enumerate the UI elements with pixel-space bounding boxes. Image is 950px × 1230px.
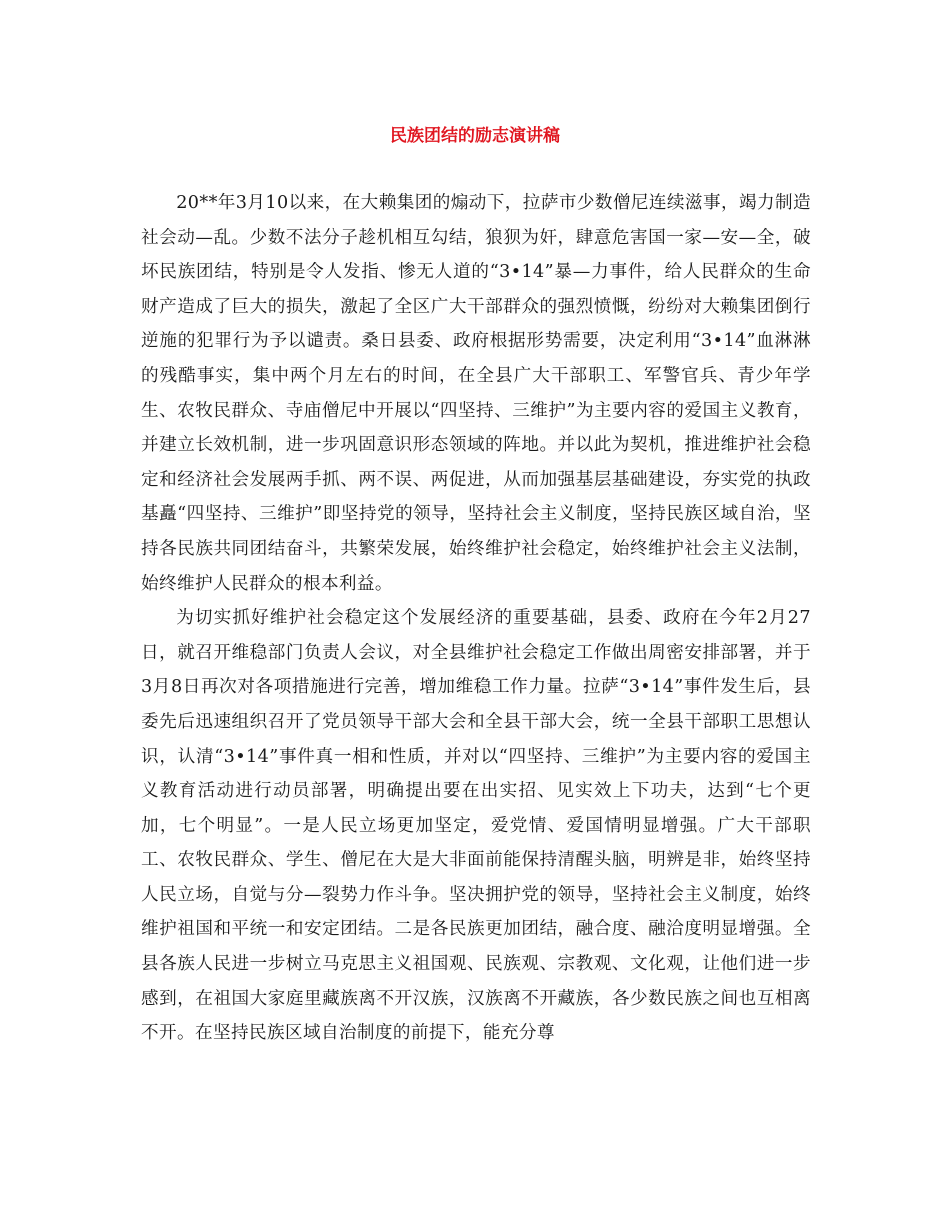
document-body xyxy=(141,186,811,1051)
document-title: 民族团结的励志演讲稿 xyxy=(390,126,560,146)
paragraph-1: 20**年3月10以来，在大赖集团的煽动下，拉萨市少数僧尼连续滋事，竭力制造社会动—乱。少数不法分子趁机相互勾结，狼狈为奸，肆意危害国一家—安—全，破坏民族团结，特别是令人发指、惨无人道的“3•14”暴—力事件，给人民群众的生命财产造成了巨大的损失，激起了全区广大干部群众的强烈愤慨，纷纷对大赖集团倒行逆施的犯罪行为予以谴责。桑日县委、政府根据形势需要，决定利用“3•14”血淋淋的残酷事实，集中两个月左右的时间，在全县广大干部职工、军警官兵、青少年学生、农牧民群众、寺庙僧尼中开展以“四坚持、三维护”为主要内容的爱国主义教育，并建立长效机制，进一步巩固意识形态领域的阵地。并以此为契机，推进维护社会稳定和经济社会发展两手抓、两不误、两促进，从而加强基层基础建设，夯实党的执政基矗“四坚持、三维护”即坚持党的领导，坚持社会主义制度，坚持民族区域自治，坚持各民族共同团结奋斗，共繁荣发展，始终维护社会稳定，始终维护社会主义法制，始终维护人民群众的根本利益。 xyxy=(141,193,811,594)
paragraph-2: 为切实抓好维护社会稳定这个发展经济的重要基础，县委、政府在今年2月27日，就召开维稳部门负责人会议，对全县维护社会稳定工作做出周密安排部署，并于3月8日再次对各项措施进行完善，增加维稳工作力量。拉萨“3•14”事件发生后，县委先后迅速组织召开了党员领导干部大会和全县干部大会，统一全县干部职工思想认识，认清“3•14”事件真一相和性质，并对以“四坚持、三维护”为主要内容的爱国主义教育活动进行动员部署，明确提出要在出实招、见实效上下功夫，达到“七个更加，七个明显”。一是人民立场更加坚定，爱党情、爱国情明显增强。广大干部职工、农牧民群众、学生、僧尼在大是大非面前能保持清醒头脑，明辨是非，始终坚持人民立场，自觉与分—裂势力作斗争。坚决拥护党的领导，坚持社会主义制度，始终维护祖国和平统一和安定团结。二是各民族更加团结，融合度、融洽度明显增强。全县各族人民进一步树立马克思主义祖国观、民族观、宗教观、文化观，让他们进一步感到，在祖国大家庭里藏族离不开汉族，汉族离不开藏族，各少数民族之间也互相离不开。在坚持民族区域自治制度的前提下，能充分尊 xyxy=(141,608,811,1044)
